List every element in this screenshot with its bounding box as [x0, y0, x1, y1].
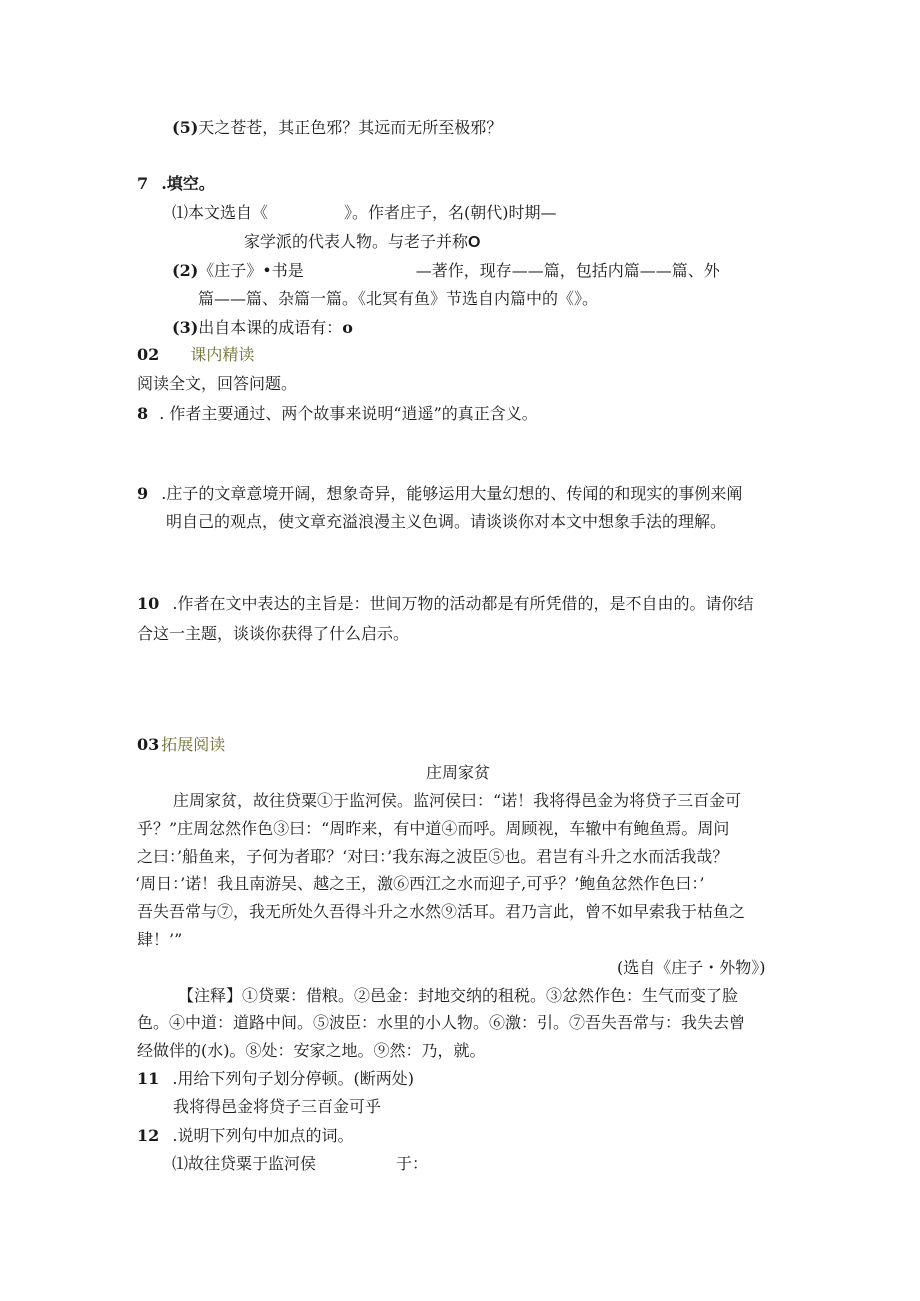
- question-12: [137, 1126, 353, 1146]
- passage-line: 庄周家贫，故往贷粟①于监河侯。监河侯曰：“诺！我将得邑金为将贷子三百金可: [173, 791, 742, 810]
- item-number: (3): [172, 318, 199, 337]
- question-text: .说明下列句中加点的词。: [172, 1126, 354, 1145]
- question-number: 10: [137, 594, 160, 613]
- question-12-item1: [172, 1154, 428, 1174]
- q6-item5: [172, 118, 502, 138]
- item-text: ⑴故往贷粟于监河侯: [172, 1154, 317, 1173]
- item-number: (2): [172, 261, 199, 280]
- section-title: 课内精读: [190, 345, 255, 364]
- text-segment: 》。作者庄子，名(朝代)时期—: [344, 203, 557, 222]
- question-text: .庄子的文章意境开阔，想象奇异，能够运用大量幻想的、传闻的和现实的事例来阐: [161, 484, 743, 503]
- section-02-header: [137, 345, 254, 365]
- question-10: [137, 594, 753, 614]
- passage-line: ‘周日：’诺！我且南游吴、越之王，激⑥西江之水而迎子,可乎？’鲍鱼忿然作色曰：’: [135, 874, 705, 893]
- question-8: [137, 404, 538, 424]
- question-number: 11: [137, 1069, 160, 1088]
- text-segment: 《庄子》•书是: [198, 261, 304, 280]
- instruction: 阅读全文，回答问题。: [137, 374, 298, 393]
- question-10-line2: 合这一主题，谈谈你获得了什么启示。: [137, 624, 410, 643]
- item-text: 天之苍苍，其正色邪？其远而无所至极邪？: [198, 118, 503, 137]
- question-number: 8: [137, 404, 149, 423]
- question-9: [137, 484, 742, 504]
- text-segment: 家学派的代表人物。与老子并称: [244, 232, 469, 251]
- item-word: 于：: [396, 1154, 429, 1173]
- section-03-header: [137, 735, 225, 755]
- question-text: .填空。: [161, 174, 215, 193]
- question-number: 9: [137, 484, 149, 503]
- text-segment: —著作，现存——篇，包括内篇——篇、外: [415, 261, 720, 280]
- question-11-sentence: 我将得邑金将贷子三百金可乎: [173, 1097, 382, 1116]
- question-number: 7: [137, 174, 149, 193]
- notes-line: 【注释】①贷粟：借粮。②邑金：封地交纳的租税。③忿然作色：生气而变了脸: [178, 986, 739, 1005]
- passage-line: 乎？”庄周忿然作色③曰：“周昨来，有中道④而呼。周顾视，车辙中有鲍鱼焉。周问: [137, 819, 730, 838]
- question-9-line2: 明自己的观点，使文章充溢浪漫主义色调。请谈谈你对本文中想象手法的理解。: [166, 512, 727, 531]
- q7-item1-line2: [244, 232, 480, 253]
- notes-line: 色。④中道：道路中间。⑤波臣：水里的小人物。⑥激：引。⑦吾失吾常与：我失去曾: [137, 1013, 746, 1032]
- question-text: .用给下列句子划分停顿。(断两处): [172, 1069, 414, 1088]
- passage-line: 吾失吾常与⑦，我无所处久吾得斗升之水然⑨活耳。君乃言此，曾不如早索我于枯鱼之: [137, 902, 746, 921]
- text-segment: o: [342, 318, 353, 337]
- text-segment: ⑴本文选自《: [172, 203, 269, 222]
- q7-item3: [172, 318, 353, 338]
- section-title: 拓展阅读: [161, 735, 226, 754]
- section-number: 03: [137, 735, 160, 754]
- q7-item1-line1: [172, 203, 557, 223]
- notes-line: 经做伴的(水)。⑧处：安家之地。⑨然：乃，就。: [137, 1041, 486, 1060]
- passage-line: 之曰：’船鱼来，子何为者耶？‘对曰：’我东海之波臣⑤也。君岂有斗升之水而活我哉？: [137, 847, 729, 866]
- passage-line: 肆！’”: [137, 930, 183, 949]
- q7-item2-line1: [172, 261, 720, 281]
- passage-title: 庄周家贫: [426, 763, 491, 782]
- text-segment: O: [468, 234, 481, 251]
- text-segment: 出自本课的成语有：: [198, 318, 343, 337]
- question-7: [137, 174, 215, 194]
- question-text: . 作者主要通过、两个故事来说明“逍遥”的真正含义。: [159, 404, 538, 423]
- question-text: .作者在文中表达的主旨是：世间万物的活动都是有所凭借的，是不自由的。请你结: [172, 594, 754, 613]
- section-number: 02: [137, 345, 160, 364]
- passage-source: (选自《庄子・外物》): [617, 958, 766, 977]
- text-segment: 篇——篇、杂篇一篇。《北冥有鱼》节选自内篇中的《》。: [198, 289, 599, 308]
- question-11: [137, 1069, 414, 1089]
- item-number: (5): [172, 118, 199, 137]
- q7-item2-line2: [198, 289, 598, 309]
- question-number: 12: [137, 1126, 160, 1145]
